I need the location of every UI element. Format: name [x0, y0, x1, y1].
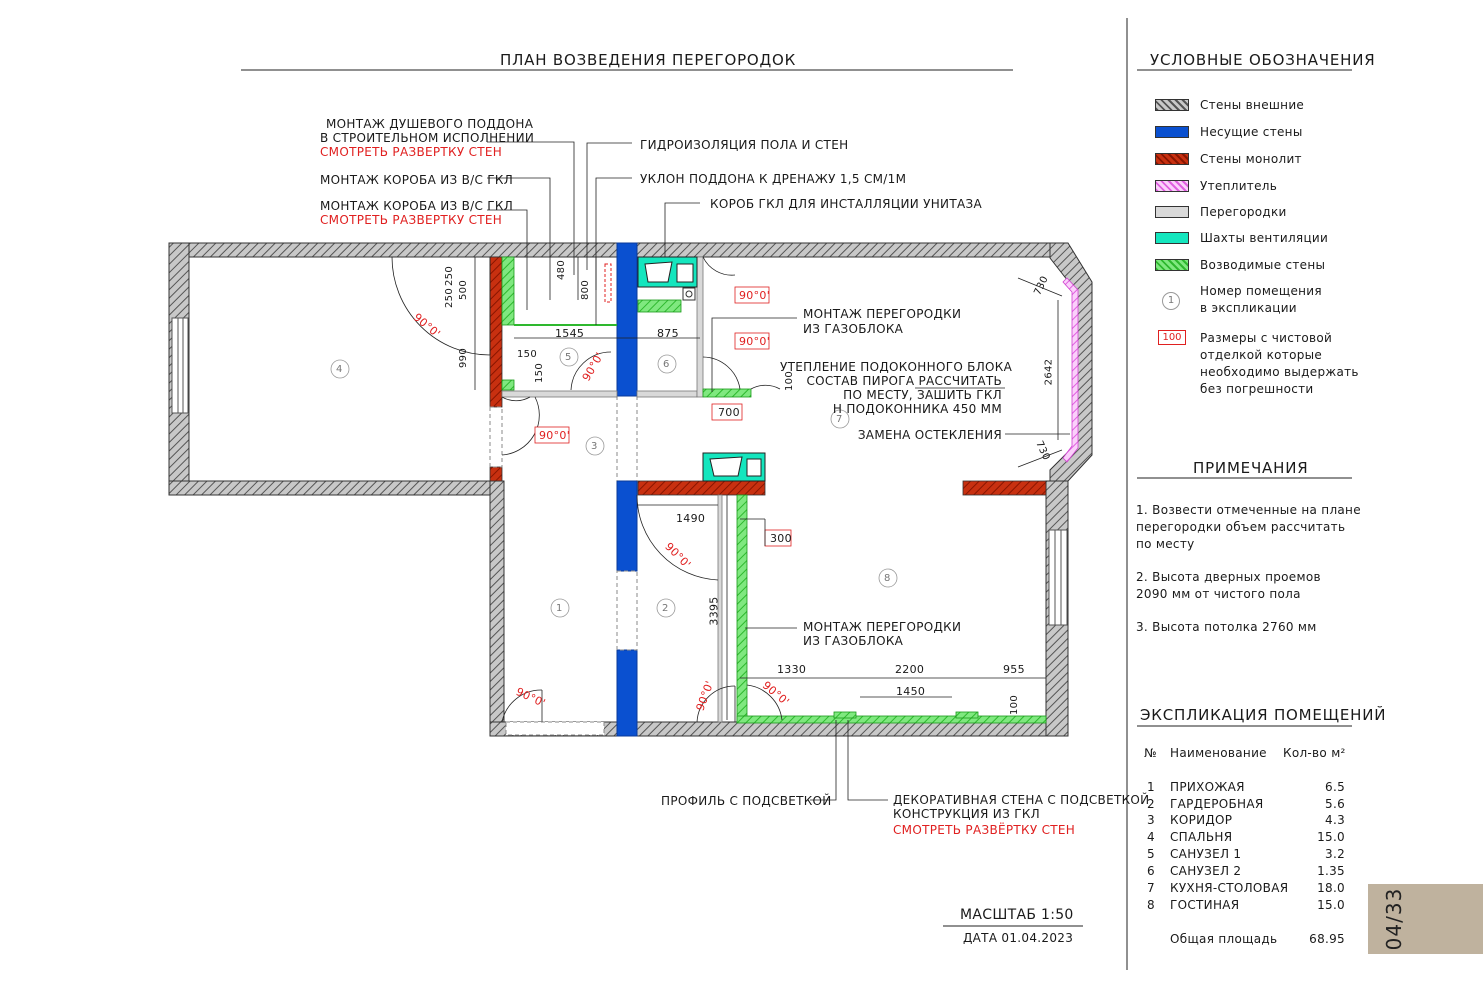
- row-name: ГАРДЕРОБНАЯ: [1170, 797, 1264, 811]
- dim-1545: 1545: [555, 327, 585, 340]
- dim-2642: 2642: [1043, 358, 1055, 386]
- plan-title: ПЛАН ВОЗВЕДЕНИЯ ПЕРЕГОРОДОК: [500, 51, 797, 69]
- legend-label-insulation: Утеплитель: [1200, 179, 1278, 193]
- annotation-insulation-3: ПО МЕСТУ, ЗАШИТЬ ГКЛ: [843, 388, 1002, 402]
- dim-1490: 1490: [676, 512, 706, 525]
- dim-150a: 150: [517, 349, 537, 360]
- annotation-gas-block: МОНТАЖ ПЕРЕГОРОДКИ: [803, 307, 962, 321]
- sheet-number-tab: [1368, 884, 1483, 954]
- dim-480: 480: [556, 260, 567, 280]
- room-number-1: 1: [556, 603, 563, 614]
- explication-total-value: 68.95: [1309, 932, 1345, 946]
- annotation-shower-tray-2: В СТРОИТЕЛЬНОМ ИСПОЛНЕНИИ: [320, 131, 535, 145]
- note-3: 3. Высота потолка 2760 мм: [1136, 620, 1317, 634]
- door-angle-7: 90°0': [513, 685, 548, 710]
- row-no: 5: [1147, 847, 1155, 861]
- dim-100a: 100: [784, 371, 795, 391]
- explication-col-name: Наименование: [1170, 746, 1267, 760]
- legend-label-exterior: Стены внешние: [1200, 98, 1305, 112]
- legend-label-new-walls: Возводимые стены: [1200, 258, 1326, 272]
- annotation-box-gkl-2-ref: СМОТРЕТЬ РАЗВЕРТКУ СТЕН: [320, 213, 503, 227]
- dim-875: 875: [657, 327, 679, 340]
- row-no: 2: [1147, 797, 1155, 811]
- annotation-shower-tray: МОНТАЖ ДУШЕВОГО ПОДДОНА: [326, 117, 534, 131]
- row-no: 1: [1147, 780, 1155, 794]
- room-number-5: 5: [565, 352, 572, 363]
- legend-swatch-bearing: [1155, 126, 1189, 138]
- legend-dim-label-2: отделкой которые: [1200, 348, 1323, 362]
- row-no: 3: [1147, 813, 1155, 827]
- notes-title: ПРИМЕЧАНИЯ: [1193, 459, 1309, 477]
- dim-250b: 250: [444, 288, 455, 308]
- annotation-gas-block-lower: МОНТАЖ ПЕРЕГОРОДКИ: [803, 620, 962, 634]
- row-area: 4.3: [1325, 813, 1345, 827]
- dim-3395: 3395: [707, 596, 721, 626]
- note-2a: 2. Высота дверных проемов: [1136, 570, 1321, 584]
- row-no: 4: [1147, 830, 1155, 844]
- row-area: 15.0: [1317, 898, 1345, 912]
- legend-room-number-symbol: 1: [1162, 292, 1180, 310]
- legend-dim-label-1: Размеры с чистовой: [1200, 331, 1333, 345]
- row-area: 6.5: [1325, 780, 1345, 794]
- legend-label-bearing: Несущие стены: [1200, 125, 1303, 139]
- dim-990: 990: [458, 348, 469, 368]
- dim-100b: 100: [1009, 695, 1020, 715]
- legend-room-number-label: Номер помещения: [1200, 284, 1322, 298]
- note-1a: 1. Возвести отмеченные на плане: [1136, 503, 1361, 517]
- row-name: КОРИДОР: [1170, 813, 1233, 827]
- annotation-deco-wall-ref: СМОТРЕТЬ РАЗВЁРТКУ СТЕН: [893, 823, 1076, 837]
- legend-swatch-vent: [1155, 232, 1189, 244]
- room-number-3: 3: [591, 441, 598, 452]
- dim-730b: 730: [1033, 439, 1052, 463]
- row-area: 1.35: [1317, 864, 1345, 878]
- legend-swatch-exterior: [1155, 99, 1189, 111]
- annotation-glazing: ЗАМЕНА ОСТЕКЛЕНИЯ: [857, 428, 1002, 442]
- row-area: 15.0: [1317, 830, 1345, 844]
- row-name: ПРИХОЖАЯ: [1170, 780, 1245, 794]
- explication-col-area: Кол-во м²: [1283, 746, 1346, 760]
- dim-1450: 1450: [896, 685, 926, 698]
- row-name: САНУЗЕЛ 1: [1170, 847, 1242, 861]
- row-no: 7: [1147, 881, 1155, 895]
- legend-label-partitions: Перегородки: [1200, 205, 1287, 219]
- dim-800: 800: [580, 280, 591, 300]
- dim-730a: 730: [1032, 274, 1051, 298]
- row-no: 8: [1147, 898, 1155, 912]
- dim-955: 955: [1003, 663, 1025, 676]
- dim-2200: 2200: [895, 663, 925, 676]
- bearing-walls: [617, 243, 637, 736]
- door-angle-1: 90°0': [410, 310, 443, 341]
- legend-label-vent: Шахты вентиляции: [1200, 231, 1329, 245]
- legend-swatch-partitions: [1155, 206, 1189, 218]
- legend-swatch-monolith: [1155, 153, 1189, 165]
- sheet-number: 04/33: [1382, 887, 1406, 951]
- annotation-shower-tray-ref: СМОТРЕТЬ РАЗВЕРТКУ СТЕН: [320, 145, 503, 159]
- annotation-box-gkl-2: МОНТАЖ КОРОБА ИЗ В/С ГКЛ: [320, 199, 514, 213]
- annotation-box-gkl: МОНТАЖ КОРОБА ИЗ В/С ГКЛ: [320, 173, 514, 187]
- dim-150b: 150: [534, 363, 545, 383]
- explication-col-no: №: [1144, 746, 1157, 760]
- note-1c: по месту: [1136, 537, 1195, 551]
- row-area: 5.6: [1325, 797, 1345, 811]
- annotation-insulation-4: Н ПОДОКОННИКА 450 ММ: [832, 402, 1002, 416]
- annotation-tray-slope: УКЛОН ПОДДОНА К ДРЕНАЖУ 1,5 СМ/1М: [640, 172, 907, 186]
- annotation-gas-block-2: ИЗ ГАЗОБЛОКА: [803, 322, 904, 336]
- door-angle-4: 90°0': [739, 335, 771, 348]
- room-number-7: 7: [836, 414, 843, 425]
- door-angle-5: 90°0': [539, 429, 571, 442]
- date-label: ДАТА 01.04.2023: [963, 931, 1074, 945]
- row-name: ГОСТИНАЯ: [1170, 898, 1240, 912]
- legend-swatch-insulation: [1155, 180, 1189, 192]
- annotation-insulation-2: СОСТАВ ПИРОГА РАССЧИТАТЬ: [806, 374, 1002, 388]
- legend-dim-label-4: без погрешности: [1200, 382, 1314, 396]
- legend-swatch-new-walls: [1155, 259, 1189, 271]
- room-number-2: 2: [662, 603, 669, 614]
- note-2b: 2090 мм от чистого пола: [1136, 587, 1301, 601]
- legend-dim-symbol: 100: [1158, 330, 1186, 345]
- dim-300: 300: [770, 532, 792, 545]
- note-1b: перегородки объем рассчитать: [1136, 520, 1346, 534]
- scale-label: МАСШТАБ 1:50: [960, 907, 1074, 923]
- legend-dim-label-3: необходимо выдержать: [1200, 365, 1359, 379]
- dim-500: 500: [458, 280, 469, 300]
- row-name: СПАЛЬНЯ: [1170, 830, 1233, 844]
- dim-700: 700: [718, 406, 740, 419]
- row-name: САНУЗЕЛ 2: [1170, 864, 1242, 878]
- row-name: КУХНЯ-СТОЛОВАЯ: [1170, 881, 1289, 895]
- explication-title: ЭКСПЛИКАЦИЯ ПОМЕЩЕНИЙ: [1140, 706, 1387, 724]
- annotation-gas-block-lower-2: ИЗ ГАЗОБЛОКА: [803, 634, 904, 648]
- door-angle-9: 90°0': [759, 678, 792, 709]
- annotation-insulation-1: УТЕПЛЕНИЕ ПОДОКОННОГО БЛОКА: [780, 360, 1013, 374]
- room-number-6: 6: [663, 359, 670, 370]
- door-angle-2: 90°0': [579, 350, 607, 384]
- dim-250a: 250: [444, 266, 455, 286]
- room-number-8: 8: [884, 573, 891, 584]
- door-angle-8: 90°0': [693, 679, 717, 713]
- door-angle-6: 90°0': [662, 540, 694, 572]
- annotation-profile-light: ПРОФИЛЬ С ПОДСВЕТКОЙ: [661, 794, 832, 808]
- row-no: 6: [1147, 864, 1155, 878]
- annotation-toilet-box: КОРОБ ГКЛ ДЛЯ ИНСТАЛЛЯЦИИ УНИТАЗА: [710, 197, 982, 211]
- row-area: 3.2: [1325, 847, 1345, 861]
- annotation-waterproofing: ГИДРОИЗОЛЯЦИЯ ПОЛА И СТЕН: [640, 138, 849, 152]
- dim-1330: 1330: [777, 663, 807, 676]
- legend-label-monolith: Стены монолит: [1200, 152, 1302, 166]
- room-number-4: 4: [336, 364, 343, 375]
- legend-room-number-label-2: в экспликации: [1200, 301, 1297, 315]
- door-angle-3: 90°0': [739, 289, 771, 302]
- row-area: 18.0: [1317, 881, 1345, 895]
- annotation-deco-wall: ДЕКОРАТИВНАЯ СТЕНА С ПОДСВЕТКОЙ: [893, 793, 1150, 807]
- legend-title: УСЛОВНЫЕ ОБОЗНАЧЕНИЯ: [1150, 51, 1376, 69]
- annotation-deco-wall-2: КОНСТРУКЦИЯ ИЗ ГКЛ: [893, 807, 1040, 821]
- explication-total-label: Общая площадь: [1170, 932, 1278, 946]
